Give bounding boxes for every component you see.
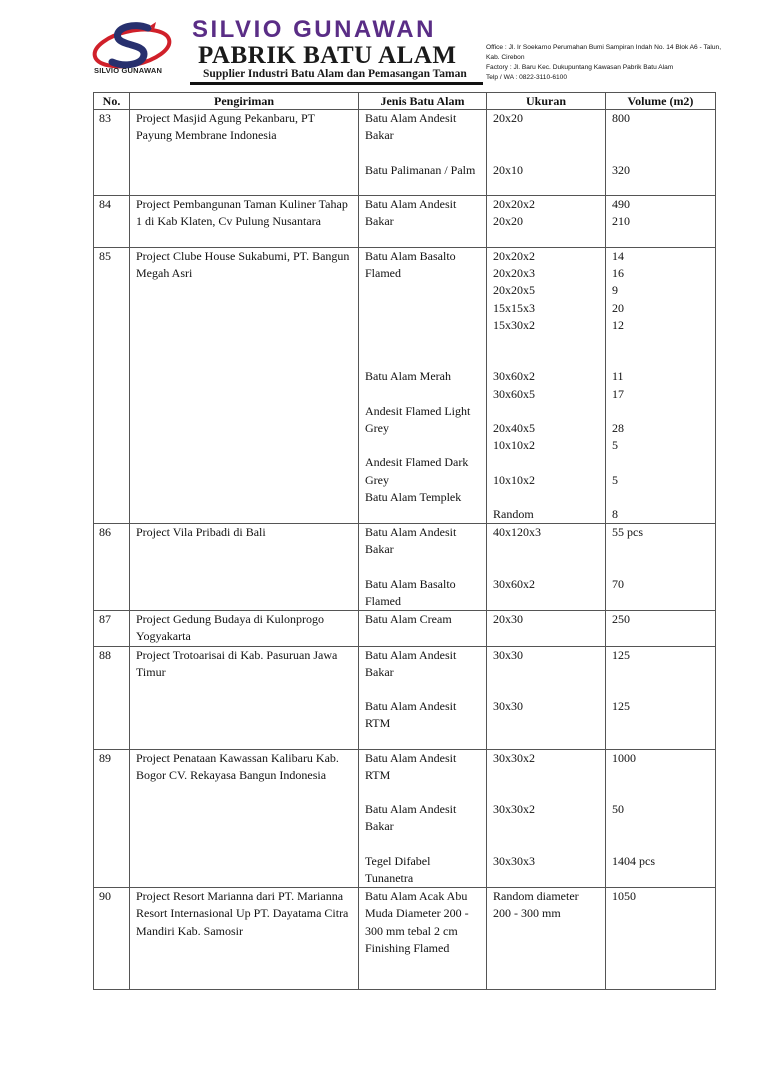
volume-cell — [606, 888, 716, 990]
phone-number: Telp / WA : 0822-3110-6100 — [486, 74, 568, 81]
stone-type: Batu Alam Andesit Bakar — [365, 802, 457, 834]
stone-type: Batu Alam Acak Abu Muda Diameter 200 - 300 mm tebal 2 cm Finishing Flamed — [365, 889, 469, 955]
letterhead — [0, 0, 768, 90]
stone-type: Batu Alam Andesit Bakar — [365, 525, 457, 557]
size-value: 30x30 — [493, 647, 523, 662]
stone-type-cell — [359, 524, 487, 611]
stone-type: Batu Alam Basalto Flamed — [365, 249, 456, 281]
logo-caption: SILVIO GUNAWAN — [94, 66, 163, 75]
size-value: 20x20x3 — [493, 266, 535, 281]
size-value: 30x60x5 — [493, 386, 535, 401]
size-value: Random diameter 200 - 300 mm — [493, 889, 579, 921]
header-pengiriman: Pengiriman — [130, 93, 359, 110]
volume-value: 55 pcs — [612, 525, 643, 540]
row-number: 84 — [94, 196, 130, 248]
size-value: 20x10 — [493, 162, 523, 177]
table-row — [94, 611, 716, 646]
stone-type: Batu Alam Andesit Bakar — [365, 197, 457, 229]
volume-value: 5 — [612, 472, 618, 487]
table-row — [94, 524, 716, 611]
volume-cell — [606, 196, 716, 248]
volume-value: 1404 pcs — [612, 853, 655, 868]
stone-type-cell — [359, 110, 487, 196]
table-row — [94, 888, 716, 990]
size-cell — [487, 248, 606, 524]
size-value: 30x30x2 — [493, 750, 535, 765]
volume-cell — [606, 524, 716, 611]
project-name: Project Trotoarisai di Kab. Pasuruan Jawa Timur — [130, 646, 359, 749]
volume-value: 250 — [612, 612, 630, 627]
size-cell — [487, 749, 606, 888]
stone-type-cell — [359, 888, 487, 990]
table-row — [94, 749, 716, 888]
brand-name: SILVIO GUNAWAN — [192, 16, 436, 43]
size-cell — [487, 888, 606, 990]
volume-value: 8 — [612, 506, 618, 521]
stone-type: Batu Alam Merah — [365, 369, 451, 384]
size-value: 30x60x2 — [493, 576, 535, 591]
stone-type: Batu Alam Andesit Bakar — [365, 647, 457, 679]
project-name: Project Resort Marianna dari PT. Marianna Resort Internasional Up PT. Dayatama Citra Mandiri Kab. Samosir — [130, 888, 359, 990]
stone-type-cell — [359, 646, 487, 749]
stone-type-cell — [359, 611, 487, 646]
table-header-row — [94, 93, 716, 110]
stone-type: Batu Palimanan / Palm — [365, 162, 476, 177]
size-value: Random — [493, 506, 534, 521]
table-row — [94, 110, 716, 196]
row-number: 90 — [94, 888, 130, 990]
row-number: 83 — [94, 110, 130, 196]
volume-value: 11 — [612, 369, 624, 384]
volume-value: 5 — [612, 438, 618, 453]
row-number: 87 — [94, 611, 130, 646]
stone-type: Andesit Flamed Light Grey — [365, 403, 471, 435]
header-volume: Volume (m2) — [606, 93, 716, 110]
contact-block — [486, 43, 748, 83]
project-name: Project Vila Pribadi di Bali — [130, 524, 359, 611]
stone-type: Batu Alam Cream — [365, 612, 452, 627]
header-ukuran: Ukuran — [487, 93, 606, 110]
factory-address: Factory : Jl. Baru Kec. Dukupuntang Kawasan Pabrik Batu Alam — [486, 64, 674, 71]
row-number: 86 — [94, 524, 130, 611]
size-value: 40x120x3 — [493, 525, 541, 540]
size-value: 30x30x3 — [493, 853, 535, 868]
stone-type-cell — [359, 749, 487, 888]
size-value: 20x20x2 — [493, 197, 535, 211]
project-name: Project Penataan Kawassan Kalibaru Kab. Bogor CV. Rekayasa Bangun Indonesia — [130, 749, 359, 888]
office-address-line-1: Office : Jl. Ir Soekarno Perumahan Bumi Sampiran Indah No. 14 Blok A6 - Talun, — [486, 44, 722, 51]
volume-value: 17 — [612, 386, 624, 401]
volume-value: 125 — [612, 647, 630, 662]
volume-cell — [606, 646, 716, 749]
project-table — [93, 92, 716, 990]
header-jenis-batu: Jenis Batu Alam — [359, 93, 487, 110]
project-name: Project Masjid Agung Pekanbaru, PT Payung Membrane Indonesia — [130, 110, 359, 196]
size-cell — [487, 646, 606, 749]
row-number: 88 — [94, 646, 130, 749]
stone-type: Batu Alam Andesit RTM — [365, 750, 457, 782]
stone-type: Batu Alam Templek — [365, 489, 462, 504]
project-name: Project Gedung Budaya di Kulonprogo Yogyakarta — [130, 611, 359, 646]
size-value: 15x30x2 — [493, 317, 535, 332]
stone-type: Tegel Difabel Tunanetra — [365, 853, 431, 885]
size-cell — [487, 611, 606, 646]
stone-type: Batu Alam Basalto Flamed — [365, 576, 456, 608]
row-number: 85 — [94, 248, 130, 524]
volume-value: 16 — [612, 266, 624, 281]
header-no: No. — [94, 93, 130, 110]
size-cell — [487, 524, 606, 611]
volume-cell — [606, 749, 716, 888]
volume-value: 9 — [612, 283, 618, 298]
volume-cell — [606, 110, 716, 196]
stone-type: Andesit Flamed Dark Grey — [365, 455, 469, 487]
factory-name: PABRIK BATU ALAM — [198, 42, 457, 69]
size-value: 10x10x2 — [493, 438, 535, 453]
volume-value: 125 — [612, 699, 630, 714]
size-value: 20x20x5 — [493, 283, 535, 298]
size-value: 20x30 — [493, 612, 523, 627]
row-number: 89 — [94, 749, 130, 888]
volume-value: 490 — [612, 197, 630, 211]
volume-value: 20 — [612, 300, 624, 315]
volume-value: 320 — [612, 162, 630, 177]
size-cell — [487, 110, 606, 196]
size-value: 20x20x2 — [493, 249, 535, 263]
office-address-line-2: Kab. Cirebon — [486, 54, 525, 61]
size-value: 30x30 — [493, 699, 523, 714]
size-value: 15x15x3 — [493, 300, 535, 315]
header-rule — [190, 82, 483, 85]
size-value: 20x20 — [493, 111, 523, 125]
stone-type-cell — [359, 196, 487, 248]
volume-value: 800 — [612, 111, 630, 125]
size-value: 20x20 — [493, 214, 523, 229]
volume-cell — [606, 611, 716, 646]
volume-value: 28 — [612, 421, 624, 435]
size-value: 30x30x2 — [493, 802, 535, 817]
volume-value: 14 — [612, 249, 624, 263]
stone-type: Batu Alam Andesit RTM — [365, 699, 457, 731]
project-name: Project Clube House Sukabumi, PT. Bangun Megah Asri — [130, 248, 359, 524]
volume-value: 70 — [612, 576, 624, 591]
stone-type: Batu Alam Andesit Bakar — [365, 111, 457, 143]
size-cell — [487, 196, 606, 248]
table-row — [94, 196, 716, 248]
volume-value: 1050 — [612, 889, 636, 904]
volume-cell — [606, 248, 716, 524]
tagline: Supplier Industri Batu Alam dan Pemasangan Taman — [203, 68, 467, 80]
volume-value: 12 — [612, 317, 624, 332]
stone-type-cell — [359, 248, 487, 524]
size-value: 10x10x2 — [493, 472, 535, 487]
table-row — [94, 646, 716, 749]
volume-value: 50 — [612, 802, 624, 817]
size-value: 20x40x5 — [493, 421, 535, 435]
size-value: 30x60x2 — [493, 369, 535, 384]
table-row — [94, 248, 716, 524]
volume-value: 1000 — [612, 750, 636, 765]
volume-value: 210 — [612, 214, 630, 229]
project-name: Project Pembangunan Taman Kuliner Tahap 1 di Kab Klaten, Cv Pulung Nusantara — [130, 196, 359, 248]
